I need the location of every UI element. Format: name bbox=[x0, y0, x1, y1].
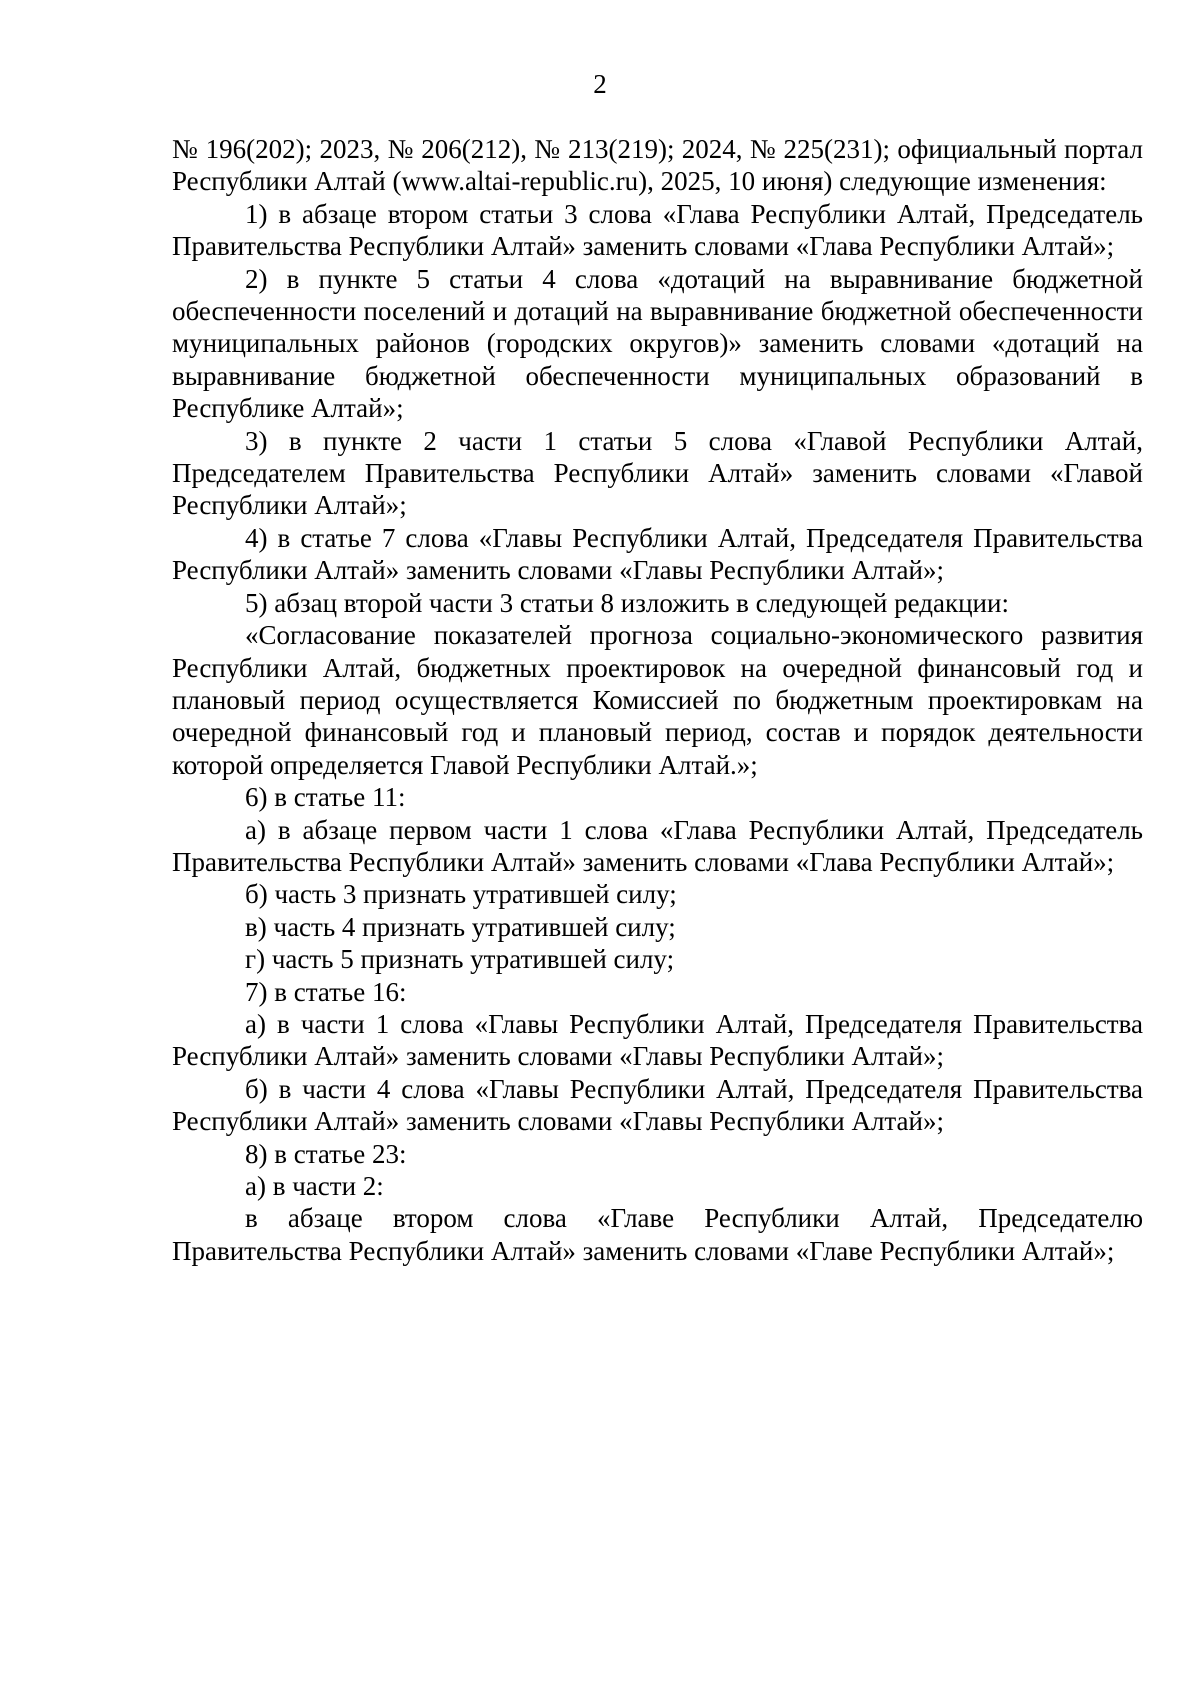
paragraph-item-2: 2) в пункте 5 статьи 4 слова «дотаций на выравнивание бюджетной обеспеченности поселений и дотаций на выравнивание бюджетной обеспеченности муниципальных районов (городских округов)» заменить словами «дотаций на выравнивание бюджетной обеспеченности муниципальных образований в Республике Алтай»; bbox=[172, 263, 1143, 424]
paragraph-item-4: 4) в статье 7 слова «Главы Республики Алтай, Председателя Правительства Республики Алтай» заменить словами «Главы Республики Алтай»; bbox=[172, 522, 1143, 586]
paragraph-item-6b: б) часть 3 признать утратившей силу; bbox=[245, 879, 677, 910]
paragraph-item-7a: а) в части 1 слова «Главы Республики Алтай, Председателя Правительства Республики Алтай» заменить словами «Главы Республики Алтай»; bbox=[172, 1008, 1143, 1072]
page-number: 2 bbox=[593, 69, 607, 99]
paragraph-item-5: 5) абзац второй части 3 статьи 8 изложить в следующей редакции: bbox=[245, 587, 1009, 618]
paragraph-item-6: 6) в статье 11: bbox=[245, 782, 406, 813]
document-body bbox=[172, 133, 1143, 1267]
paragraph-item-8: 8) в статье 23: bbox=[245, 1138, 407, 1169]
paragraph-item-6a: а) в абзаце первом части 1 слова «Глава Республики Алтай, Председатель Правительства Республики Алтай» заменить словами «Глава Республики Алтай»; bbox=[172, 814, 1143, 877]
paragraph-item-8a: а) в части 2: bbox=[245, 1171, 384, 1201]
paragraph-item-7b: б) в части 4 слова «Главы Республики Алтай, Председателя Правительства Республики Алтай» заменить словами «Главы Республики Алтай»; bbox=[172, 1073, 1143, 1137]
paragraph-item-6d: г) часть 5 признать утратившей силу; bbox=[245, 944, 675, 975]
paragraph-item-1: 1) в абзаце втором статьи 3 слова «Глава Республики Алтай, Председатель Правительства Республики Алтай» заменить словами «Глава Республики Алтай»; bbox=[172, 198, 1143, 262]
paragraph-item-7: 7) в статье 16: bbox=[245, 976, 407, 1007]
paragraph-item-3: 3) в пункте 2 части 1 статьи 5 слова «Главой Республики Алтай, Председателем Правительства Республики Алтай» заменить словами «Главой Республики Алтай»; bbox=[172, 425, 1143, 521]
paragraph-item-6c: в) часть 4 признать утратившей силу; bbox=[245, 911, 676, 942]
paragraph-continuation: № 196(202); 2023, № 206(212), № 213(219); 2024, № 225(231); официальный портал Республики Алтай (www.altai-republic.ru), 2025, 10 июня) следующие изменения: bbox=[172, 134, 1143, 197]
paragraph-item-8a-abzac: в абзаце втором слова «Главе Республики Алтай, Председателю Правительства Республики Алтай» заменить словами «Главе Республики Алтай»; bbox=[172, 1203, 1143, 1266]
paragraph-quote: «Согласование показателей прогноза социально-экономического развития Республики Алтай, бюджетных проектировок на очередной финансовый год и плановый период осуществляется Комиссией по бюджетным проектировкам на очередной финансовый год и плановый период, состав и порядок деятельности которой определяется Главой Республики Алтай.»; bbox=[172, 620, 1143, 780]
